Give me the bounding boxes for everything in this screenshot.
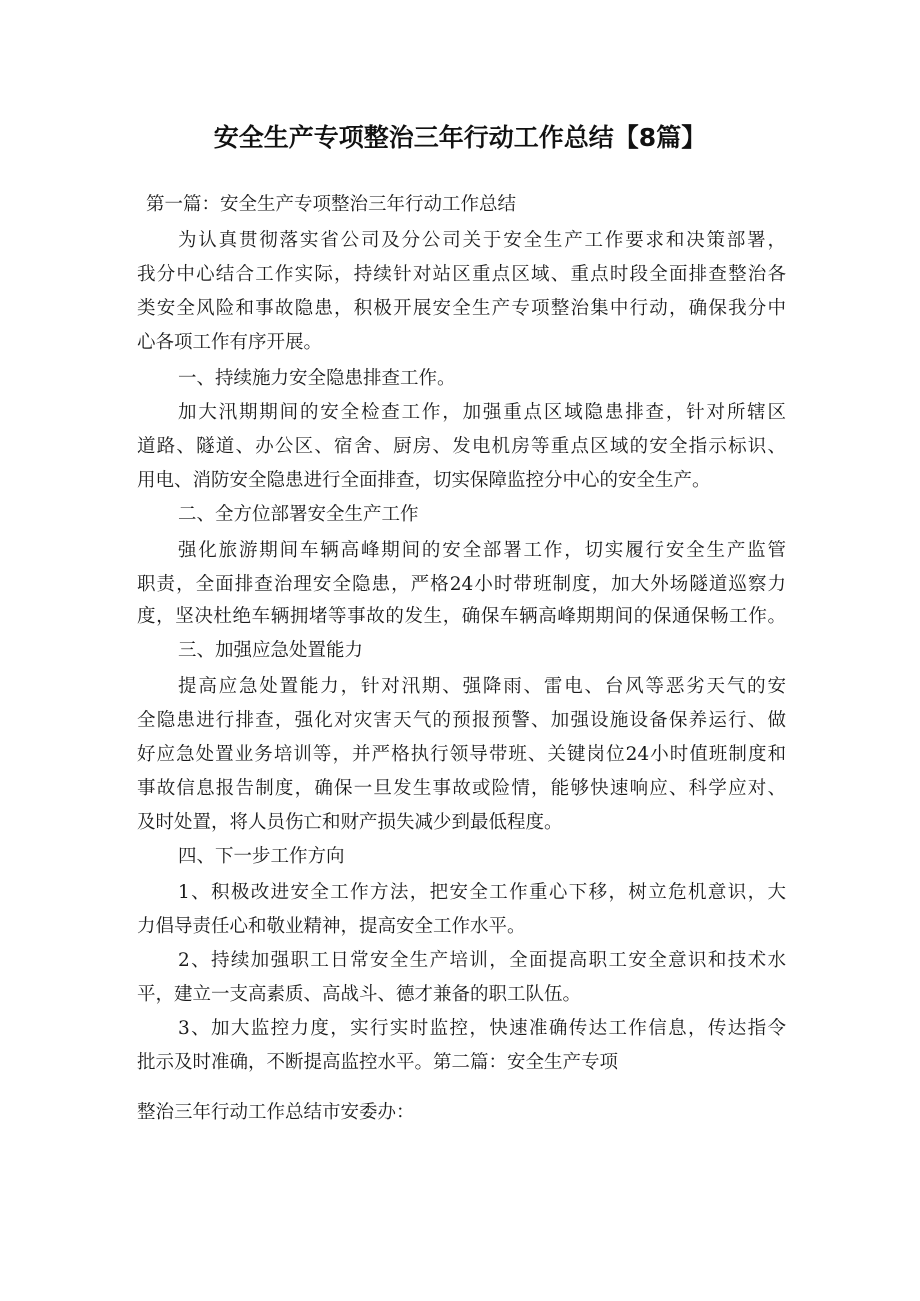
paragraph-line: 用电、消防安全隐患进行全面排查，切实保障监控分中心的安全生产。 [137,470,711,491]
subheading-2: 二、全方位部署安全生产工作 [178,504,419,525]
paragraph-line: 全隐患进行排查，强化对灾害天气的预报预警、加强设施设备保养运行、做 [137,710,786,731]
subheading-1: 一、持续施力安全隐患排查工作。 [178,368,456,389]
list-item-line: 1、积极改进安全工作方法，把安全工作重心下移，树立危机意识，大 [178,882,786,903]
list-item-line: 批示及时准确，不断提高监控水平。第二篇：安全生产专项 [137,1052,619,1073]
paragraph-line: 度，坚决杜绝车辆拥堵等事故的发生，确保车辆高峰期期间的保通保畅工作。 [137,606,786,627]
subheading-4: 四、下一步工作方向 [178,846,345,867]
paragraph-line: 类安全风险和事故隐患，积极开展安全生产专项整治集中行动，确保我分中 [137,298,786,319]
paragraph-line: 事故信息报告制度，确保一旦发生事故或险情，能够快速响应、科学应对、 [137,778,786,799]
document-title: 安全生产专项整治三年行动工作总结【8篇】 [213,123,707,152]
paragraph-line: 职责，全面排查治理安全隐患，严格24小时带班制度，加大外场隧道巡察力 [137,574,786,595]
section-heading-1: 第一篇：安全生产专项整治三年行动工作总结 [146,194,517,215]
list-item-line: 2、持续加强职工日常安全生产培训，全面提高职工安全意识和技术水 [178,950,786,971]
list-item-line: 3、加大监控力度，实行实时监控，快速准确传达工作信息，传达指令 [178,1018,786,1039]
list-item-line: 平，建立一支高素质、高战斗、德才兼备的职工队伍。 [137,984,582,1005]
paragraph-line: 及时处置，将人员伤亡和财产损失减少到最低程度。 [137,812,563,833]
paragraph-line: 好应急处置业务培训等，并严格执行领导带班、关键岗位24小时值班制度和 [137,744,786,765]
paragraph-line: 为认真贯彻落实省公司及分公司关于安全生产工作要求和决策部署， [178,230,786,251]
paragraph-line: 提高应急处置能力，针对汛期、强降雨、雷电、台风等恶劣天气的安 [178,676,786,697]
paragraph-line: 心各项工作有序开展。 [137,332,323,353]
section-heading-2: 整治三年行动工作总结市安委办： [137,1102,415,1123]
list-item-line: 力倡导责任心和敬业精神，提高安全工作水平。 [137,916,526,937]
subheading-3: 三、加强应急处置能力 [178,640,364,661]
paragraph-line: 道路、隧道、办公区、宿舍、厨房、发电机房等重点区域的安全指示标识、 [137,436,786,457]
paragraph-line: 加大汛期期间的安全检查工作，加强重点区域隐患排查，针对所辖区 [178,402,786,423]
paragraph-line: 我分中心结合工作实际，持续针对站区重点区域、重点时段全面排查整治各 [137,264,786,285]
paragraph-line: 强化旅游期间车辆高峰期间的安全部署工作，切实履行安全生产监管 [178,540,786,561]
